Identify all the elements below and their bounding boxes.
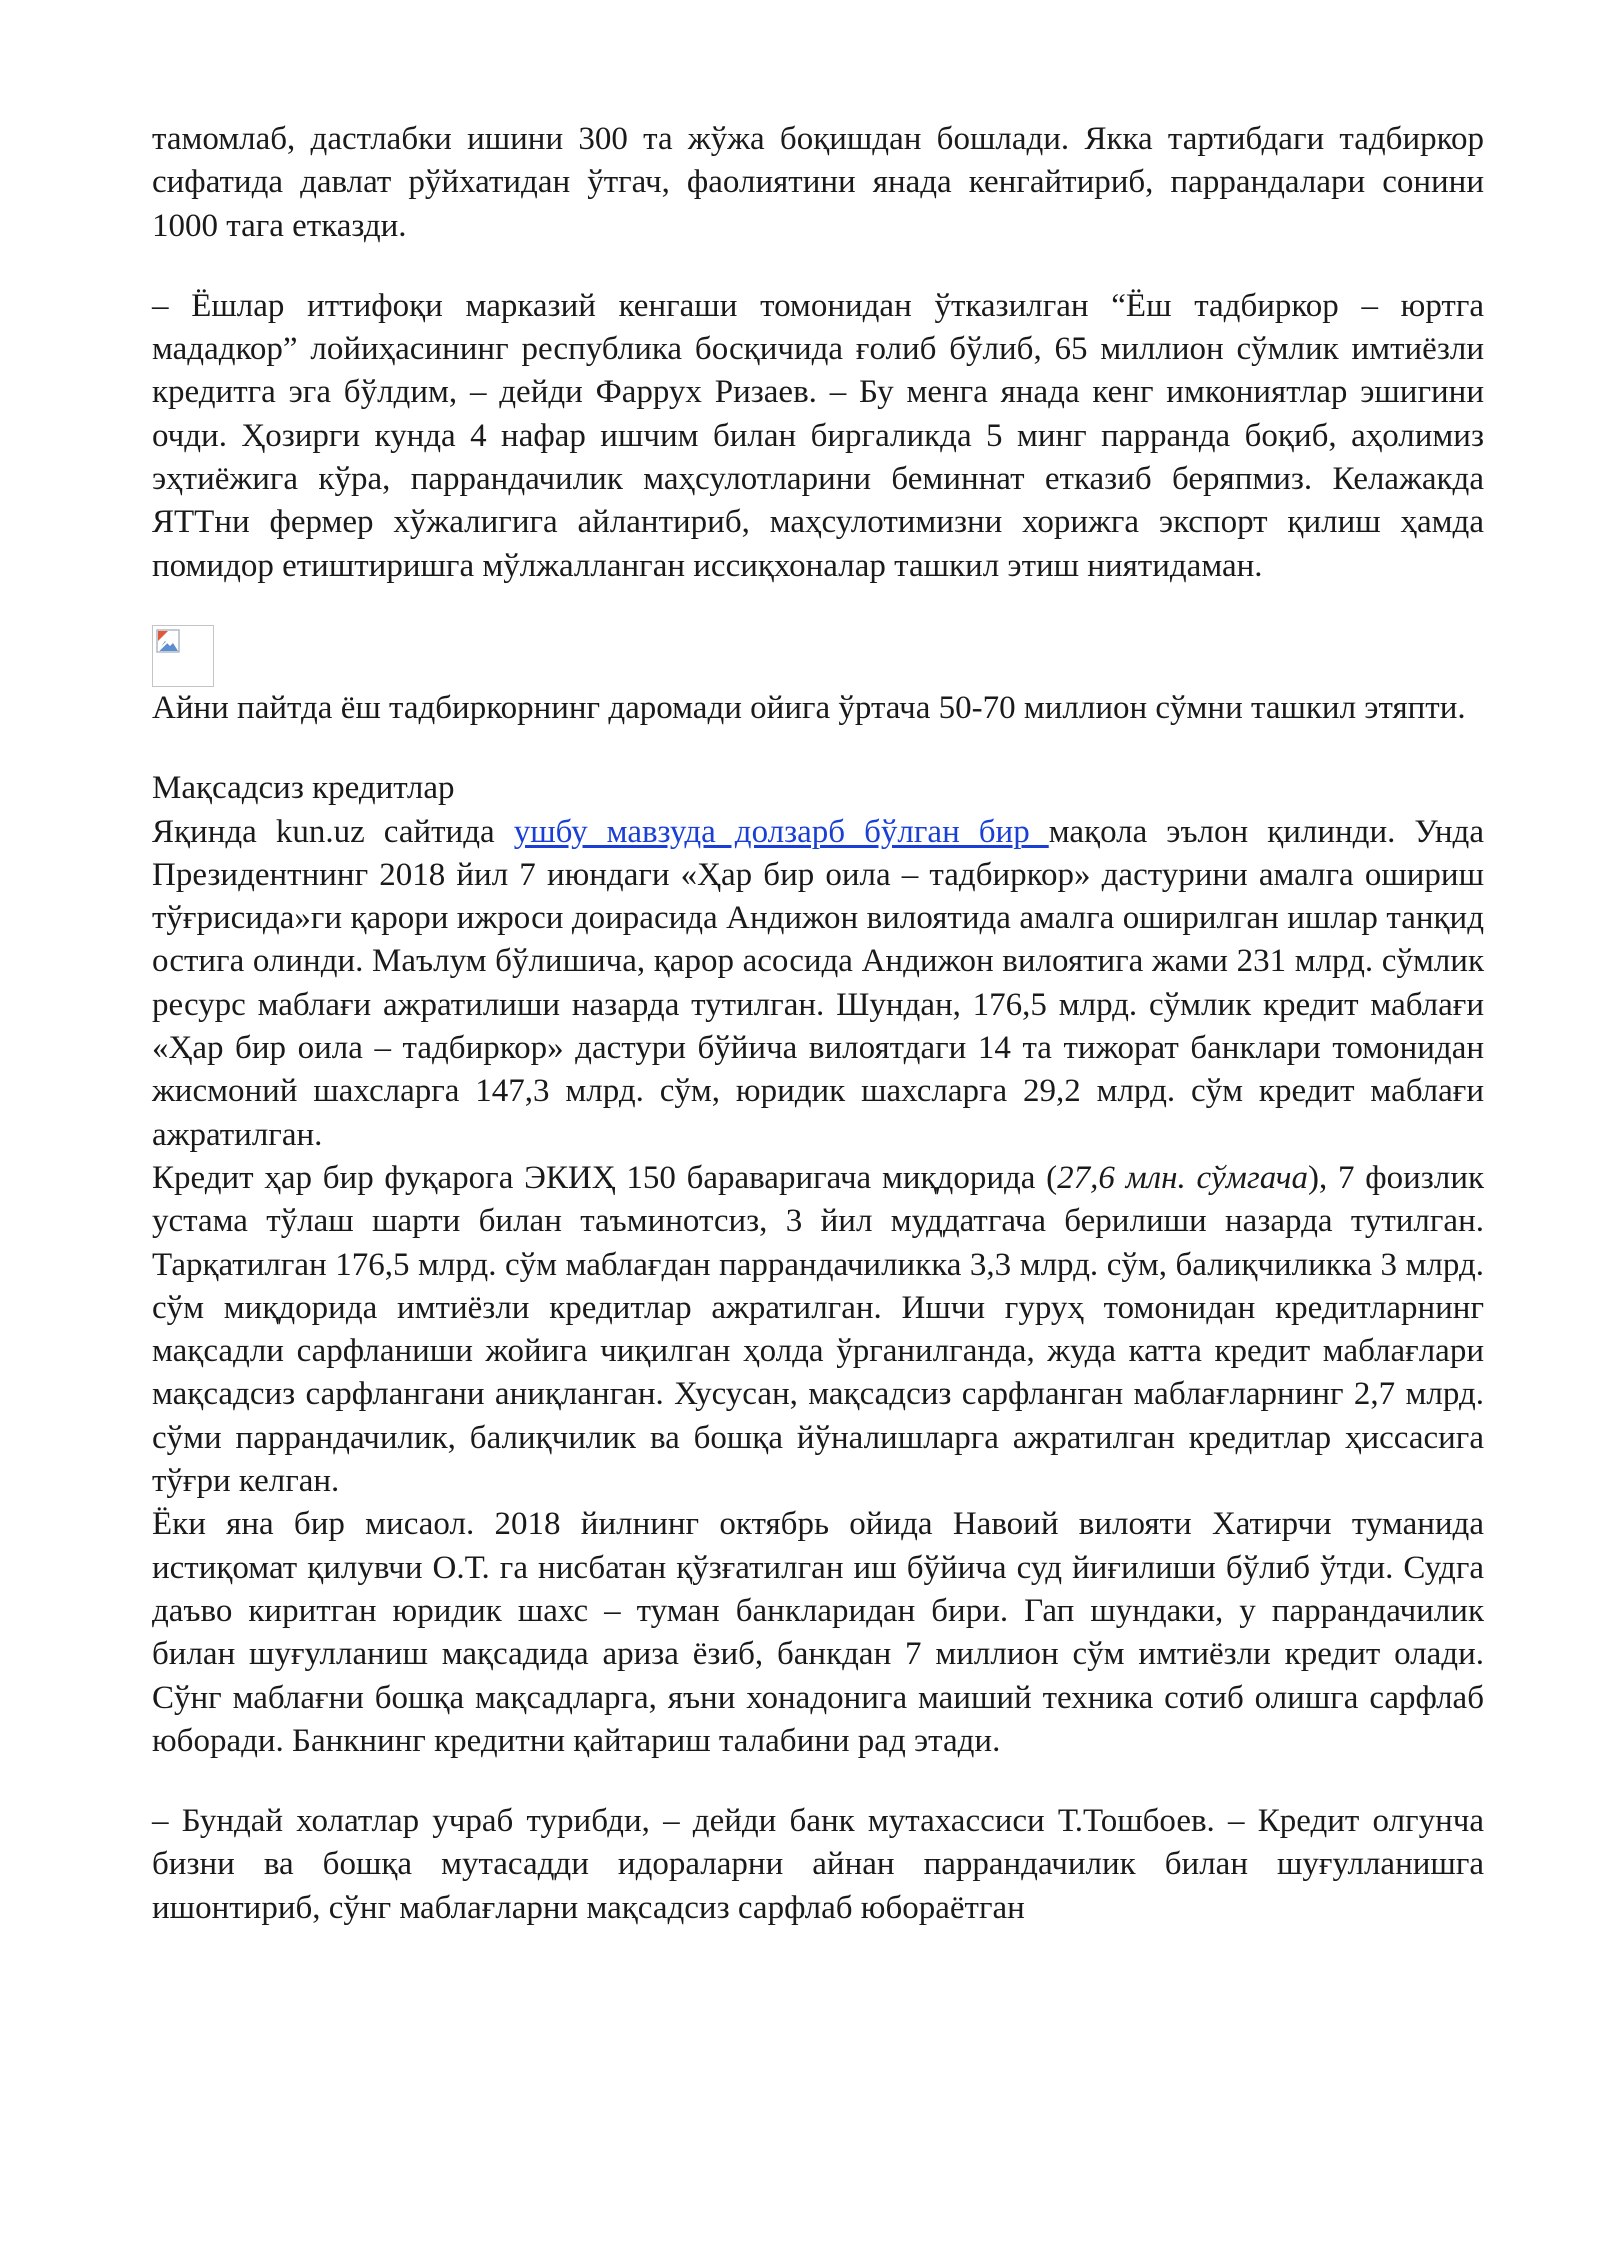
paragraph-4 bbox=[152, 811, 1484, 1157]
paragraph-5-body: ), 7 фоизлик устама тўлаш шарти билан таъминотсиз, 3 йил муддатгача берилиши назарда тутилган. Тарқатилган 176,5 млрд. сўм маблағдан паррандачиликка 3,3 млрд. сўм, балиқчиликка 3 млрд. сўм миқдорида имтиёзли кредитлар ажратилган. Ишчи гуруҳ томонидан кредитларнинг мақсадли сарфланиши жойига чиқилган ҳолда ўрганилганда, жуда катта кредит маблағлари мақсадсиз сарфлангани аниқланган. Хусусан, мақсадсиз сарфланган маблағларнинг 2,7 млрд. сўми паррандачилик, балиқчилик ва бошқа йўналишларга ажратилган кредитлар ҳиссасига тўғри келган. bbox=[152, 1159, 1485, 1500]
paragraph-6: Ёки яна бир мисаол. 2018 йилнинг октябрь ойида Навоий вилояти Хатирчи туманида истиқомат қилувчи О.Т. га нисбатан қўзғатилган иш бўйича суд йиғилиши бўлиб ўтди. Судга даъво киритган юридик шахс – туман банкларидан бири. Гап шундаки, у паррандачилик билан шуғулланиш мақсадида ариза ёзиб, банкдан 7 миллион сўм имтиёзли кредит олади. Сўнг маблағни бошқа мақсадларга, яъни хонадонига маиший техника сотиб олишга сарфлаб юборади. Банкнинг кредитни қайтариш талабини рад этади. bbox=[152, 1506, 1484, 1759]
paragraph-5-lead: Кредит ҳар бир фуқарога ЭКИҲ 150 бараваригача миқдорида ( bbox=[152, 1159, 1058, 1196]
paragraph-7-quote: – Бундай холатлар учраб турибди, – дейди банк мутахассиси Т.Тошбоев. – Кредит олгунча бизни ва бошқа мутасадди идораларни айнан паррандачилик билан шуғулланишга ишонтириб, сўнг маблағларни мақсадсиз сарфлаб юбораётган bbox=[152, 1803, 1484, 1926]
paragraph-3-income: Айни пайтда ёш тадбиркорнинг даромади ойига ўртача 50-70 миллион сўмни ташкил этяпти. bbox=[152, 689, 1466, 726]
paragraph-2-quote: – Ёшлар иттифоқи марказий кенгаши томонидан ўтказилган “Ёш тадбиркор – юртга мададкор” лойиҳасининг республика босқичида ғолиб бўлиб, 65 миллион сўмлик имтиёзли кредитга эга бўлдим, – дейди Фаррух Ризаев. – Бу менга янада кенг имкониятлар эшигини очди. Ҳозирги кунда 4 нафар ишчим билан биргаликда 5 минг парранда боқиб, аҳолимиз эҳтиёжига кўра, паррандачилик маҳсулотларини беминнат етказиб беряпмиз. Келажакда ЯТТни фермер хўжалигига айлантириб, маҳсулотимизни хорижга экспорт қилиш ҳамда помидор етиштиришга мўлжалланган иссиқхоналар ташкил этиш ниятидаман. bbox=[152, 287, 1484, 584]
paragraph-1: тамомлаб, дастлабки ишини 300 та жўжа боқишдан бошлади. Якка тартибдаги тадбиркор сифатида давлат рўйхатидан ўтгач, фаолиятини янада кенгайтириб, паррандалари сонини 1000 тага етказди. bbox=[152, 121, 1484, 244]
broken-image-glyph bbox=[156, 629, 184, 657]
paragraph-4-lead: Яқинда kun.uz сайтида bbox=[152, 813, 514, 850]
paragraph-5-italic-amount: 27,6 млн. сўмгача bbox=[1057, 1159, 1309, 1196]
document-body bbox=[152, 118, 1484, 1930]
broken-image-icon[interactable] bbox=[152, 625, 214, 687]
article-link[interactable]: ушбу мавзуда долзарб бўлган бир bbox=[513, 813, 1049, 850]
paragraph-5 bbox=[152, 1157, 1484, 1503]
paragraph-4-body: мақола эълон қилинди. Унда Президентнинг 2018 йил 7 июндаги «Ҳар бир оила – тадбиркор» дастурини амалга ошириш тўғрисида»ги қарори ижроси доирасида Андижон вилоятида амалга оширилган ишлар танқид остига олинди. Маълум бўлишича, қарор асосида Андижон вилоятига жами 231 млрд. сўмлик ресурс маблағи ажратилиши назарда тутилган. Шундан, 176,5 млрд. сўмлик кредит маблағи «Ҳар бир оила – тадбиркор» дастури бўйича вилоятдаги 14 та тижорат банклари томонидан жисмоний шахсларга 147,3 млрд. сўм, юридик шахсларга 29,2 млрд. сўм кредит маблағи ажратилган. bbox=[152, 813, 1484, 1153]
section-heading: Мақсадсиз кредитлар bbox=[152, 770, 455, 807]
